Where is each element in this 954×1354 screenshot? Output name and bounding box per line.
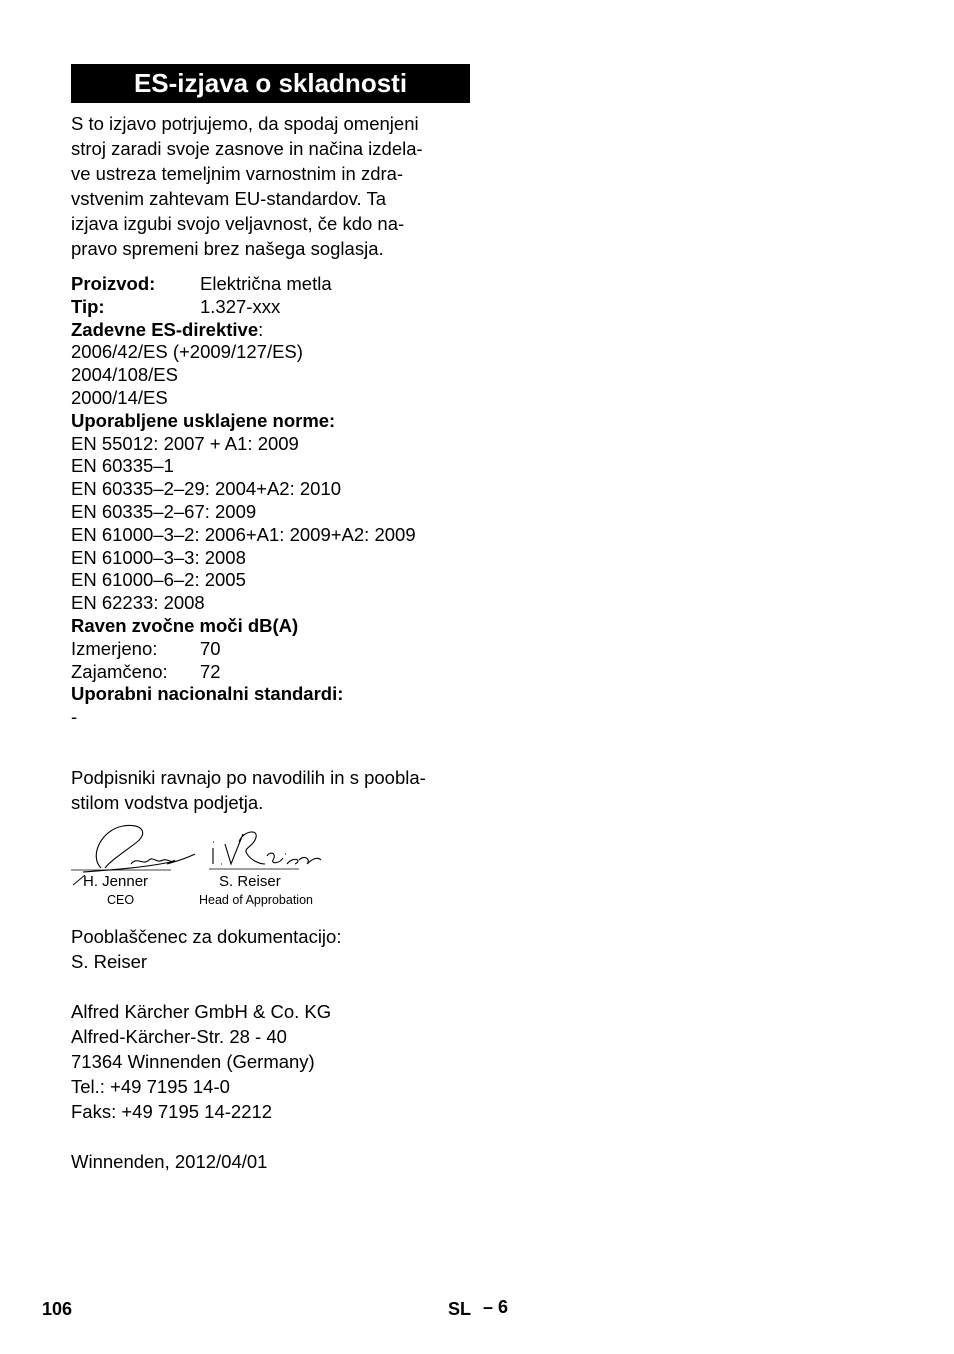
address-line: Alfred-Kärcher-Str. 28 - 40	[71, 1026, 287, 1047]
norm-item: EN 61000–6–2: 2005	[71, 569, 246, 591]
norm-item: EN 60335–2–29: 2004+A2: 2010	[71, 478, 342, 500]
signature-name: H. Jenner	[83, 873, 149, 890]
intro-line: S to izjavo potrjujemo, da spodaj omenjeni	[71, 113, 419, 134]
signatories-line: Podpisniki ravnajo po navodilih in s poobla-	[71, 767, 426, 788]
page-title: ES-izjava o skladnosti	[71, 64, 470, 103]
norm-item: EN 60335–2–67: 2009	[71, 500, 257, 522]
signature-name: S. Reiser	[219, 873, 281, 890]
signature-role: Head of Approbation	[199, 893, 313, 907]
signatories-paragraph	[71, 765, 471, 815]
norm-item: EN 60335–1	[71, 455, 174, 477]
page-number: 106	[42, 1299, 73, 1319]
sound-measured-label: Izmerjeno:	[71, 637, 158, 659]
national-value: -	[71, 706, 78, 728]
type-row	[71, 296, 491, 319]
intro-paragraph	[71, 111, 471, 261]
directives-suffix: :	[258, 318, 264, 340]
intro-line: stroj zaradi svoje zasnove in načina izdela-	[71, 138, 423, 159]
address-line: Faks: +49 7195 14-2212	[71, 1101, 273, 1122]
signature-role: CEO	[107, 893, 135, 907]
language-code: SL	[448, 1299, 472, 1319]
directive-item: 2004/108/ES	[71, 364, 178, 386]
type-value: 1.327-xxx	[200, 295, 281, 317]
documentation-block	[71, 924, 471, 974]
address-line: Tel.: +49 7195 14-0	[71, 1076, 230, 1097]
spec-block	[71, 273, 491, 729]
norm-item: EN 61000–3–3: 2008	[71, 546, 246, 568]
sound-measured-row	[71, 638, 491, 661]
sound-guaranteed-value: 72	[200, 660, 221, 682]
signatures-area	[71, 820, 331, 915]
sound-heading: Raven zvočne moči dB(A)	[71, 614, 299, 636]
documentation-line: S. Reiser	[71, 951, 148, 972]
product-row	[71, 273, 491, 296]
address-block	[71, 999, 471, 1124]
sound-guaranteed-row	[71, 661, 491, 684]
intro-line: pravo spremeni brez našega soglasja.	[71, 238, 384, 259]
norms-heading: Uporabljene usklajene norme:	[71, 409, 336, 431]
documentation-line: Pooblaščenec za dokumentacijo:	[71, 926, 342, 947]
sub-page-number: – 6	[483, 1297, 509, 1317]
sound-measured-value: 70	[200, 637, 221, 659]
directives-heading	[71, 319, 491, 342]
directive-item: 2000/14/ES	[71, 386, 168, 408]
norm-item: EN 55012: 2007 + A1: 2009	[71, 432, 299, 454]
directives-label: Zadevne ES-direktive	[71, 318, 259, 340]
product-label: Proizvod:	[71, 273, 156, 294]
product-value: Električna metla	[200, 273, 332, 294]
norm-item: EN 61000–3–2: 2006+A1: 2009+A2: 2009	[71, 523, 416, 545]
norm-item: EN 62233: 2008	[71, 592, 205, 614]
intro-line: izjava izgubi svojo veljavnost, če kdo na-	[71, 213, 405, 234]
address-line: Alfred Kärcher GmbH & Co. KG	[71, 1001, 332, 1022]
address-line: 71364 Winnenden (Germany)	[71, 1051, 315, 1072]
intro-line: ve ustreza temeljnim varnostnim in zdra-	[71, 163, 404, 184]
intro-line: vstvenim zahtevam EU-standardov. Ta	[71, 188, 386, 209]
directive-item: 2006/42/ES (+2009/127/ES)	[71, 341, 303, 363]
sound-guaranteed-label: Zajamčeno:	[71, 660, 168, 682]
signatories-line: stilom vodstva podjetja.	[71, 792, 264, 813]
national-heading: Uporabni nacionalni standardi:	[71, 683, 344, 705]
type-label: Tip:	[71, 295, 105, 317]
date-line: Winnenden, 2012/04/01	[71, 1151, 268, 1172]
